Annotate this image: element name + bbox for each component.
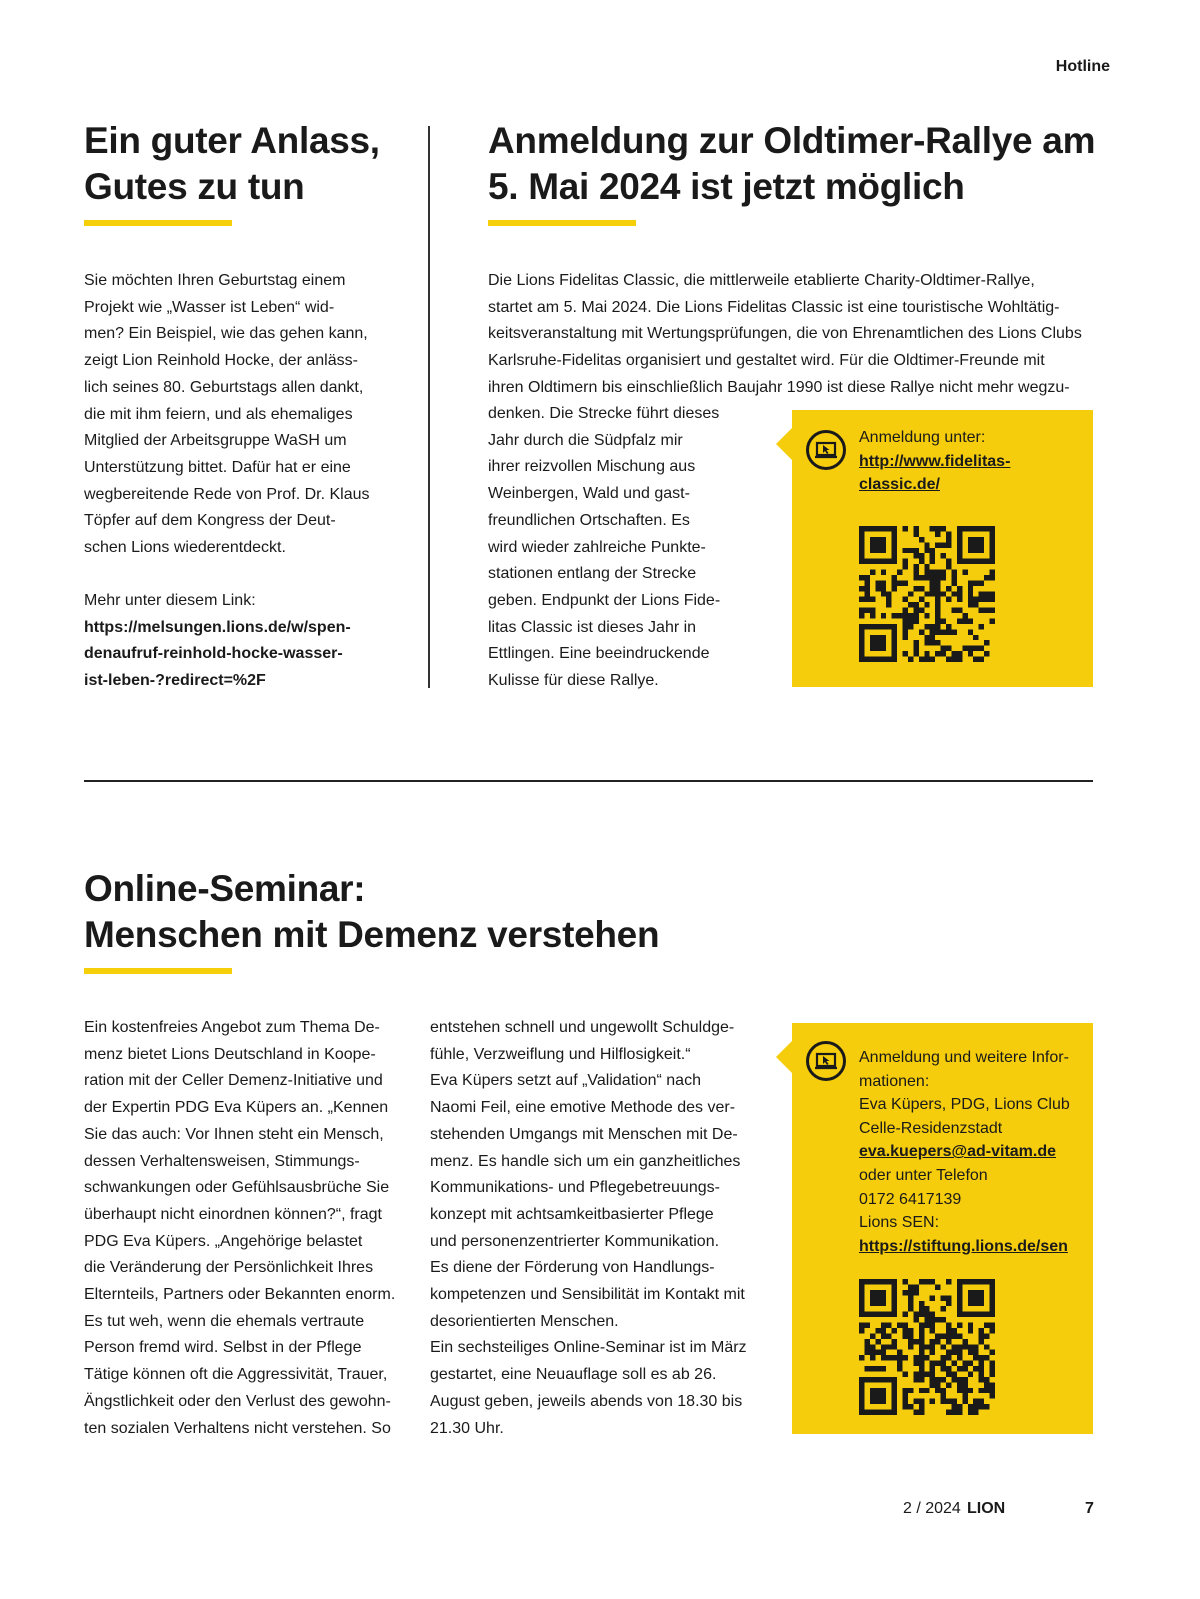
text-line: Es tut weh, wenn die ehemals vertraute <box>84 1312 365 1330</box>
text-line: ration mit der Celler Demenz-Initiative und <box>84 1072 383 1090</box>
text-line: Weinbergen, Wald und gast- <box>488 485 690 503</box>
text-line: die mit ihm feiern, und als ehemaliges <box>84 405 353 423</box>
text-line: Elternteils, Partners oder Bekannten enorm. <box>84 1286 396 1304</box>
text-line: Ängstlichkeit oder den Verlust des gewohn- <box>84 1392 391 1410</box>
page-number: 7 <box>1085 1500 1094 1517</box>
box-text-line: mationen: <box>859 1072 930 1090</box>
text-line: Kommunikations- und Pflegebetreuungs- <box>430 1179 720 1197</box>
text-line: Kulisse für diese Rallye. <box>488 672 659 690</box>
footer-magazine: LION <box>967 1500 1006 1517</box>
qr-code-icon[interactable] <box>859 1279 995 1415</box>
text-line: denken. Die Strecke führt dieses <box>488 405 720 422</box>
article1-body <box>84 268 414 562</box>
text-line: schen Lions wiederentdeckt. <box>84 539 286 557</box>
article2-body-narrow <box>488 401 778 695</box>
text-line: menz bietet Lions Deutschland in Koope- <box>84 1045 376 1063</box>
text-line: men? Ein Beispiel, wie das gehen kann, <box>84 325 368 343</box>
text-line: wegbereitende Rede von Prof. Dr. Klaus <box>84 485 370 503</box>
column-divider <box>428 126 430 688</box>
footer-issue: 2 / 2024 <box>903 1500 961 1517</box>
text-line: startet am 5. Mai 2024. Die Lions Fidelitas Classic ist eine touristische Wohltätig- <box>488 298 1060 316</box>
computer-cursor-icon <box>806 1041 846 1081</box>
computer-cursor-icon <box>806 430 846 470</box>
box-text-line: 0172 6417139 <box>859 1190 962 1208</box>
box-link[interactable]: https://stiftung.lions.de/sen <box>859 1237 1068 1255</box>
text-line: ihrer reizvollen Mischung aus <box>488 458 696 476</box>
text-line: Unterstützung bittet. Dafür hat er eine <box>84 458 351 476</box>
text-line: menz. Es handle sich um ein ganzheitliches <box>430 1152 741 1170</box>
rallye-registration-box <box>792 410 1093 687</box>
box-text-line: Lions SEN: <box>859 1214 940 1232</box>
text-line: stationen entlang der Strecke <box>488 565 697 583</box>
article1-title <box>84 118 414 210</box>
text-line: Töpfer auf dem Kongress der Deut- <box>84 512 336 530</box>
text-line: überhaupt nicht einordnen können?“, fragt <box>84 1205 382 1223</box>
title-line: Anmeldung zur Oldtimer-Rallye am <box>488 120 1096 161</box>
text-line: Ettlingen. Eine beeindruckende <box>488 645 710 663</box>
title-accent-rule <box>84 220 232 226</box>
text-line: lich seines 80. Geburtstags allen dankt, <box>84 378 364 396</box>
text-line: http://www.fidelitas- <box>859 452 1011 470</box>
text-line: konzept mit achtsamkeitbasierter Pflege <box>430 1205 714 1223</box>
box-link[interactable]: eva.kuepers@ad-vitam.de <box>859 1143 1057 1161</box>
text-line: gestartet, eine Neuauflage soll es ab 26. <box>430 1366 717 1384</box>
text-line: Ein sechsteiliges Online-Seminar ist im März <box>430 1339 747 1357</box>
more-label: Mehr unter diesem Link: <box>84 592 256 609</box>
text-line: fühle, Verzweiflung und Hilflosigkeit.“ <box>430 1045 691 1063</box>
text-line: Ein kostenfreies Angebot zum Thema De- <box>84 1019 380 1036</box>
box-text-line: oder unter Telefon <box>859 1166 988 1184</box>
section-divider <box>84 780 1093 782</box>
melsungen-link[interactable] <box>84 615 414 695</box>
text-line: freundlichen Ortschaften. Es <box>488 511 690 529</box>
rallye-box-text <box>859 426 1079 497</box>
seminar-info-box <box>792 1023 1093 1434</box>
text-line: und personenzentrierter Kommunikation. <box>430 1232 720 1250</box>
text-line: ten sozialen Verhaltens nicht verstehen. So <box>84 1419 391 1437</box>
article3-column-2 <box>430 1015 760 1442</box>
text-line: keitsveranstaltung mit Wertungsprüfungen, die von Ehrenamtlichen des Lions Clubs <box>488 325 1082 343</box>
text-line: kompetenzen und Sensibilität im Kontakt mit <box>430 1286 745 1304</box>
text-line: Sie möchten Ihren Geburtstag einem <box>84 272 346 289</box>
text-line: geben. Endpunkt der Lions Fide- <box>488 591 721 609</box>
title-line: 5. Mai 2024 ist jetzt möglich <box>488 166 965 207</box>
title-line: Online-Seminar: <box>84 868 366 909</box>
box-text-line: Celle-Residenzstadt <box>859 1119 1003 1137</box>
seminar-box-text <box>859 1046 1087 1258</box>
text-line: stehenden Umgangs mit Menschen mit De- <box>430 1125 738 1143</box>
text-line: Mitglied der Arbeitsgruppe WaSH um <box>84 432 347 450</box>
text-line: August geben, jeweils abends von 18.30 bis <box>430 1392 743 1410</box>
box-text-line: Anmeldung und weitere Infor- <box>859 1049 1069 1066</box>
title-accent-rule <box>84 968 232 974</box>
article3-title <box>84 866 784 958</box>
article2-title <box>488 118 1108 210</box>
text-line: ihren Oldtimern bis einschließlich Baujahr 1990 ist diese Rallye nicht mehr wegzu- <box>488 378 1070 396</box>
text-line: schwankungen oder Gefühlsausbrüche Sie <box>84 1179 390 1197</box>
text-line: Person fremd wird. Selbst in der Pflege <box>84 1339 362 1357</box>
text-line: Tätige können oft die Aggressivität, Trauer, <box>84 1366 388 1384</box>
text-line: Eva Küpers setzt auf „Validation“ nach <box>430 1072 701 1090</box>
text-line: Karlsruhe-Fidelitas organisiert und gestaltet wird. Für die Oldtimer-Freunde mit <box>488 352 1045 370</box>
text-line: https://melsungen.lions.de/w/spen- <box>84 618 351 636</box>
text-line: der Expertin PDG Eva Küpers an. „Kennen <box>84 1099 389 1117</box>
title-line: Ein guter Anlass, <box>84 120 380 161</box>
fidelitas-link[interactable] <box>859 450 1079 497</box>
text-line: 21.30 Uhr. <box>430 1419 504 1437</box>
article1-more <box>84 588 414 695</box>
box-text-line: Eva Küpers, PDG, Lions Club <box>859 1096 1070 1114</box>
text-line: Jahr durch die Südpfalz mir <box>488 431 683 449</box>
text-line: die Veränderung der Persönlichkeit Ihres <box>84 1259 374 1277</box>
section-label: Hotline <box>1055 58 1110 75</box>
article2-body-full <box>488 268 1098 402</box>
text-line: entstehen schnell und ungewollt Schuldge- <box>430 1019 735 1036</box>
text-line: classic.de/ <box>859 476 940 494</box>
text-line: Die Lions Fidelitas Classic, die mittlerweile etablierte Charity-Oldtimer-Rallye, <box>488 272 1035 289</box>
article3-column-1 <box>84 1015 404 1442</box>
text-line: Projekt wie „Wasser ist Leben“ wid- <box>84 298 335 316</box>
text-line: Es diene der Förderung von Handlungs- <box>430 1259 715 1277</box>
text-line: litas Classic ist dieses Jahr in <box>488 618 697 636</box>
text-line: wird wieder zahlreiche Punkte- <box>488 538 706 556</box>
title-accent-rule <box>488 220 636 226</box>
text-line: desorientierten Menschen. <box>430 1312 619 1330</box>
text-line: PDG Eva Küpers. „Angehörige belastet <box>84 1232 363 1250</box>
title-line: Menschen mit Demenz verstehen <box>84 914 660 955</box>
text-line: Sie das auch: Vor Ihnen steht ein Mensch, <box>84 1125 384 1143</box>
qr-code-icon[interactable] <box>859 526 995 662</box>
box-label: Anmeldung unter: <box>859 429 986 446</box>
title-line: Gutes zu tun <box>84 166 305 207</box>
text-line: dessen Verhaltensweisen, Stimmungs- <box>84 1152 360 1170</box>
text-line: ist-leben-?redirect=%2F <box>84 672 266 690</box>
text-line: zeigt Lion Reinhold Hocke, der anläss- <box>84 352 358 370</box>
text-line: denaufruf-reinhold-hocke-wasser- <box>84 645 343 663</box>
text-line: Naomi Feil, eine emotive Methode des ver- <box>430 1099 736 1117</box>
